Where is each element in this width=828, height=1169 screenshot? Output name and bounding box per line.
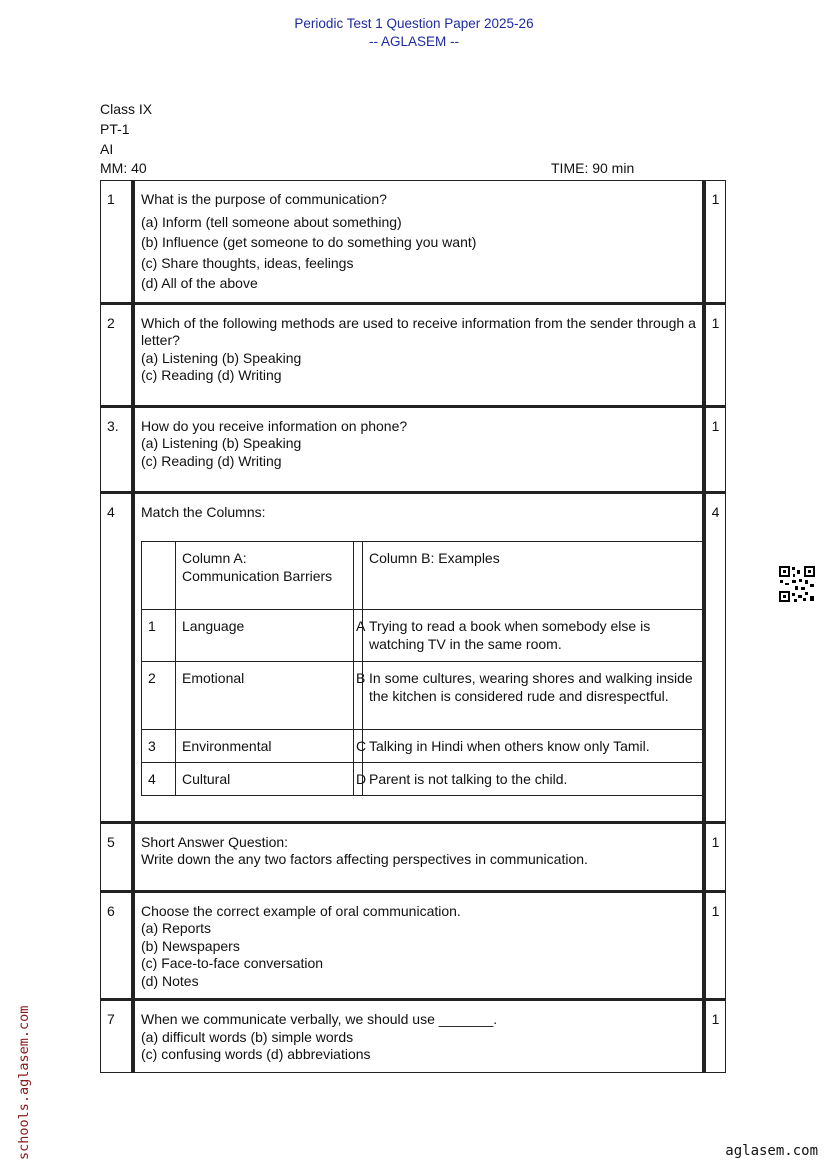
question-marks: 1	[703, 303, 726, 406]
match-row	[142, 763, 704, 796]
option: (a) Reports	[141, 920, 212, 936]
example-text: Talking in Hindi when others know only Tamil.	[363, 730, 704, 763]
match-row-number: 4	[142, 763, 176, 796]
barrier-name: Emotional	[176, 662, 354, 730]
barrier-name: Cultural	[176, 763, 354, 796]
match-row	[142, 662, 704, 730]
max-marks-label: MM: 40	[100, 160, 147, 176]
option: (d) All of the above	[141, 275, 258, 291]
header-brand: -- AGLASEM --	[368, 34, 459, 49]
question-marks: 1	[703, 406, 726, 492]
time-label: TIME: 90 min	[551, 160, 635, 176]
subject-label: AI	[100, 141, 114, 157]
barrier-name: Environmental	[176, 730, 354, 763]
option: (c) confusing words (d) abbreviations	[141, 1046, 371, 1062]
option: (c) Reading (d) Writing	[141, 367, 282, 383]
question-body	[134, 303, 703, 406]
example-letter: D	[354, 763, 363, 796]
match-cell	[354, 542, 363, 610]
match-row	[142, 610, 704, 662]
example-text: Parent is not talking to the child.	[363, 763, 704, 796]
question-row-6	[100, 891, 726, 1000]
column-a-header: Column A: Communication Barriers	[176, 542, 354, 610]
question-marks: 1	[703, 180, 726, 303]
question-row-7	[100, 999, 726, 1073]
example-letter: A	[354, 610, 363, 662]
question-marks: 1	[703, 891, 726, 1000]
question-number: 1	[100, 180, 134, 303]
question-subtext: Write down the any two factors affecting perspectives in communication.	[141, 851, 588, 867]
match-row	[142, 730, 704, 763]
match-columns-table	[141, 541, 704, 796]
question-marks: 1	[703, 822, 726, 891]
column-b-header: Column B: Examples	[363, 542, 704, 610]
side-watermark: schools.aglasem.com	[16, 1005, 32, 1160]
question-number: 5	[100, 822, 134, 891]
question-body	[134, 406, 703, 492]
example-text: Trying to read a book when somebody else is watching TV in the same room.	[363, 610, 704, 662]
question-text: What is the purpose of communication?	[141, 191, 387, 207]
match-row-number: 3	[142, 730, 176, 763]
question-marks: 4	[703, 492, 726, 822]
question-row-5	[100, 822, 726, 891]
question-marks: 1	[703, 999, 726, 1073]
question-row-2	[100, 303, 726, 406]
option: (c) Share thoughts, ideas, feelings	[141, 254, 354, 271]
question-body	[134, 492, 703, 822]
option: (b) Influence (get someone to do something you want)	[141, 234, 477, 250]
example-letter: B	[354, 662, 363, 730]
option: (b) Newspapers	[141, 937, 240, 954]
option: (a) Listening (b) Speaking	[141, 435, 302, 451]
question-table	[100, 180, 726, 1073]
option: (a) Listening (b) Speaking	[141, 349, 302, 366]
match-row-number: 1	[142, 610, 176, 662]
example-letter: C	[354, 730, 363, 763]
question-body	[134, 822, 703, 891]
example-text: In some cultures, wearing shores and walking inside the kitchen is considered rude and disrespectful.	[363, 662, 704, 730]
question-body	[134, 180, 703, 303]
question-number: 3.	[100, 406, 134, 492]
option: (c) Face-to-face conversation	[141, 955, 324, 971]
question-number: 2	[100, 303, 134, 406]
option: (d) Notes	[141, 972, 199, 989]
question-text: Which of the following methods are used to receive information from the sender through a letter?	[141, 314, 696, 348]
question-body	[134, 999, 703, 1073]
qr-code-icon	[778, 565, 816, 603]
question-number: 6	[100, 891, 134, 1000]
match-header-row	[142, 542, 704, 610]
barrier-name: Language	[176, 610, 354, 662]
question-row-3	[100, 406, 726, 492]
question-row-4	[100, 492, 726, 822]
question-text: How do you receive information on phone?	[141, 417, 408, 434]
class-label: Class IX	[100, 101, 153, 117]
question-text: Match the Columns:	[141, 503, 266, 520]
option: (c) Reading (d) Writing	[141, 452, 282, 469]
option: (a) Inform (tell someone about something)	[141, 213, 402, 230]
question-body	[134, 891, 703, 1000]
question-number: 4	[100, 492, 134, 822]
question-text: When we communicate verbally, we should use _______.	[141, 1011, 498, 1027]
question-number: 7	[100, 999, 134, 1073]
footer-site: aglasem.com	[725, 1143, 818, 1159]
question-text: Short Answer Question:	[141, 833, 289, 850]
option: (a) difficult words (b) simple words	[141, 1028, 354, 1045]
match-row-number: 2	[142, 662, 176, 730]
question-text: Choose the correct example of oral communication.	[141, 902, 461, 919]
match-cell	[142, 542, 176, 610]
test-label: PT-1	[100, 121, 130, 137]
question-row-1	[100, 180, 726, 303]
header-title: Periodic Test 1 Question Paper 2025-26	[294, 16, 534, 31]
